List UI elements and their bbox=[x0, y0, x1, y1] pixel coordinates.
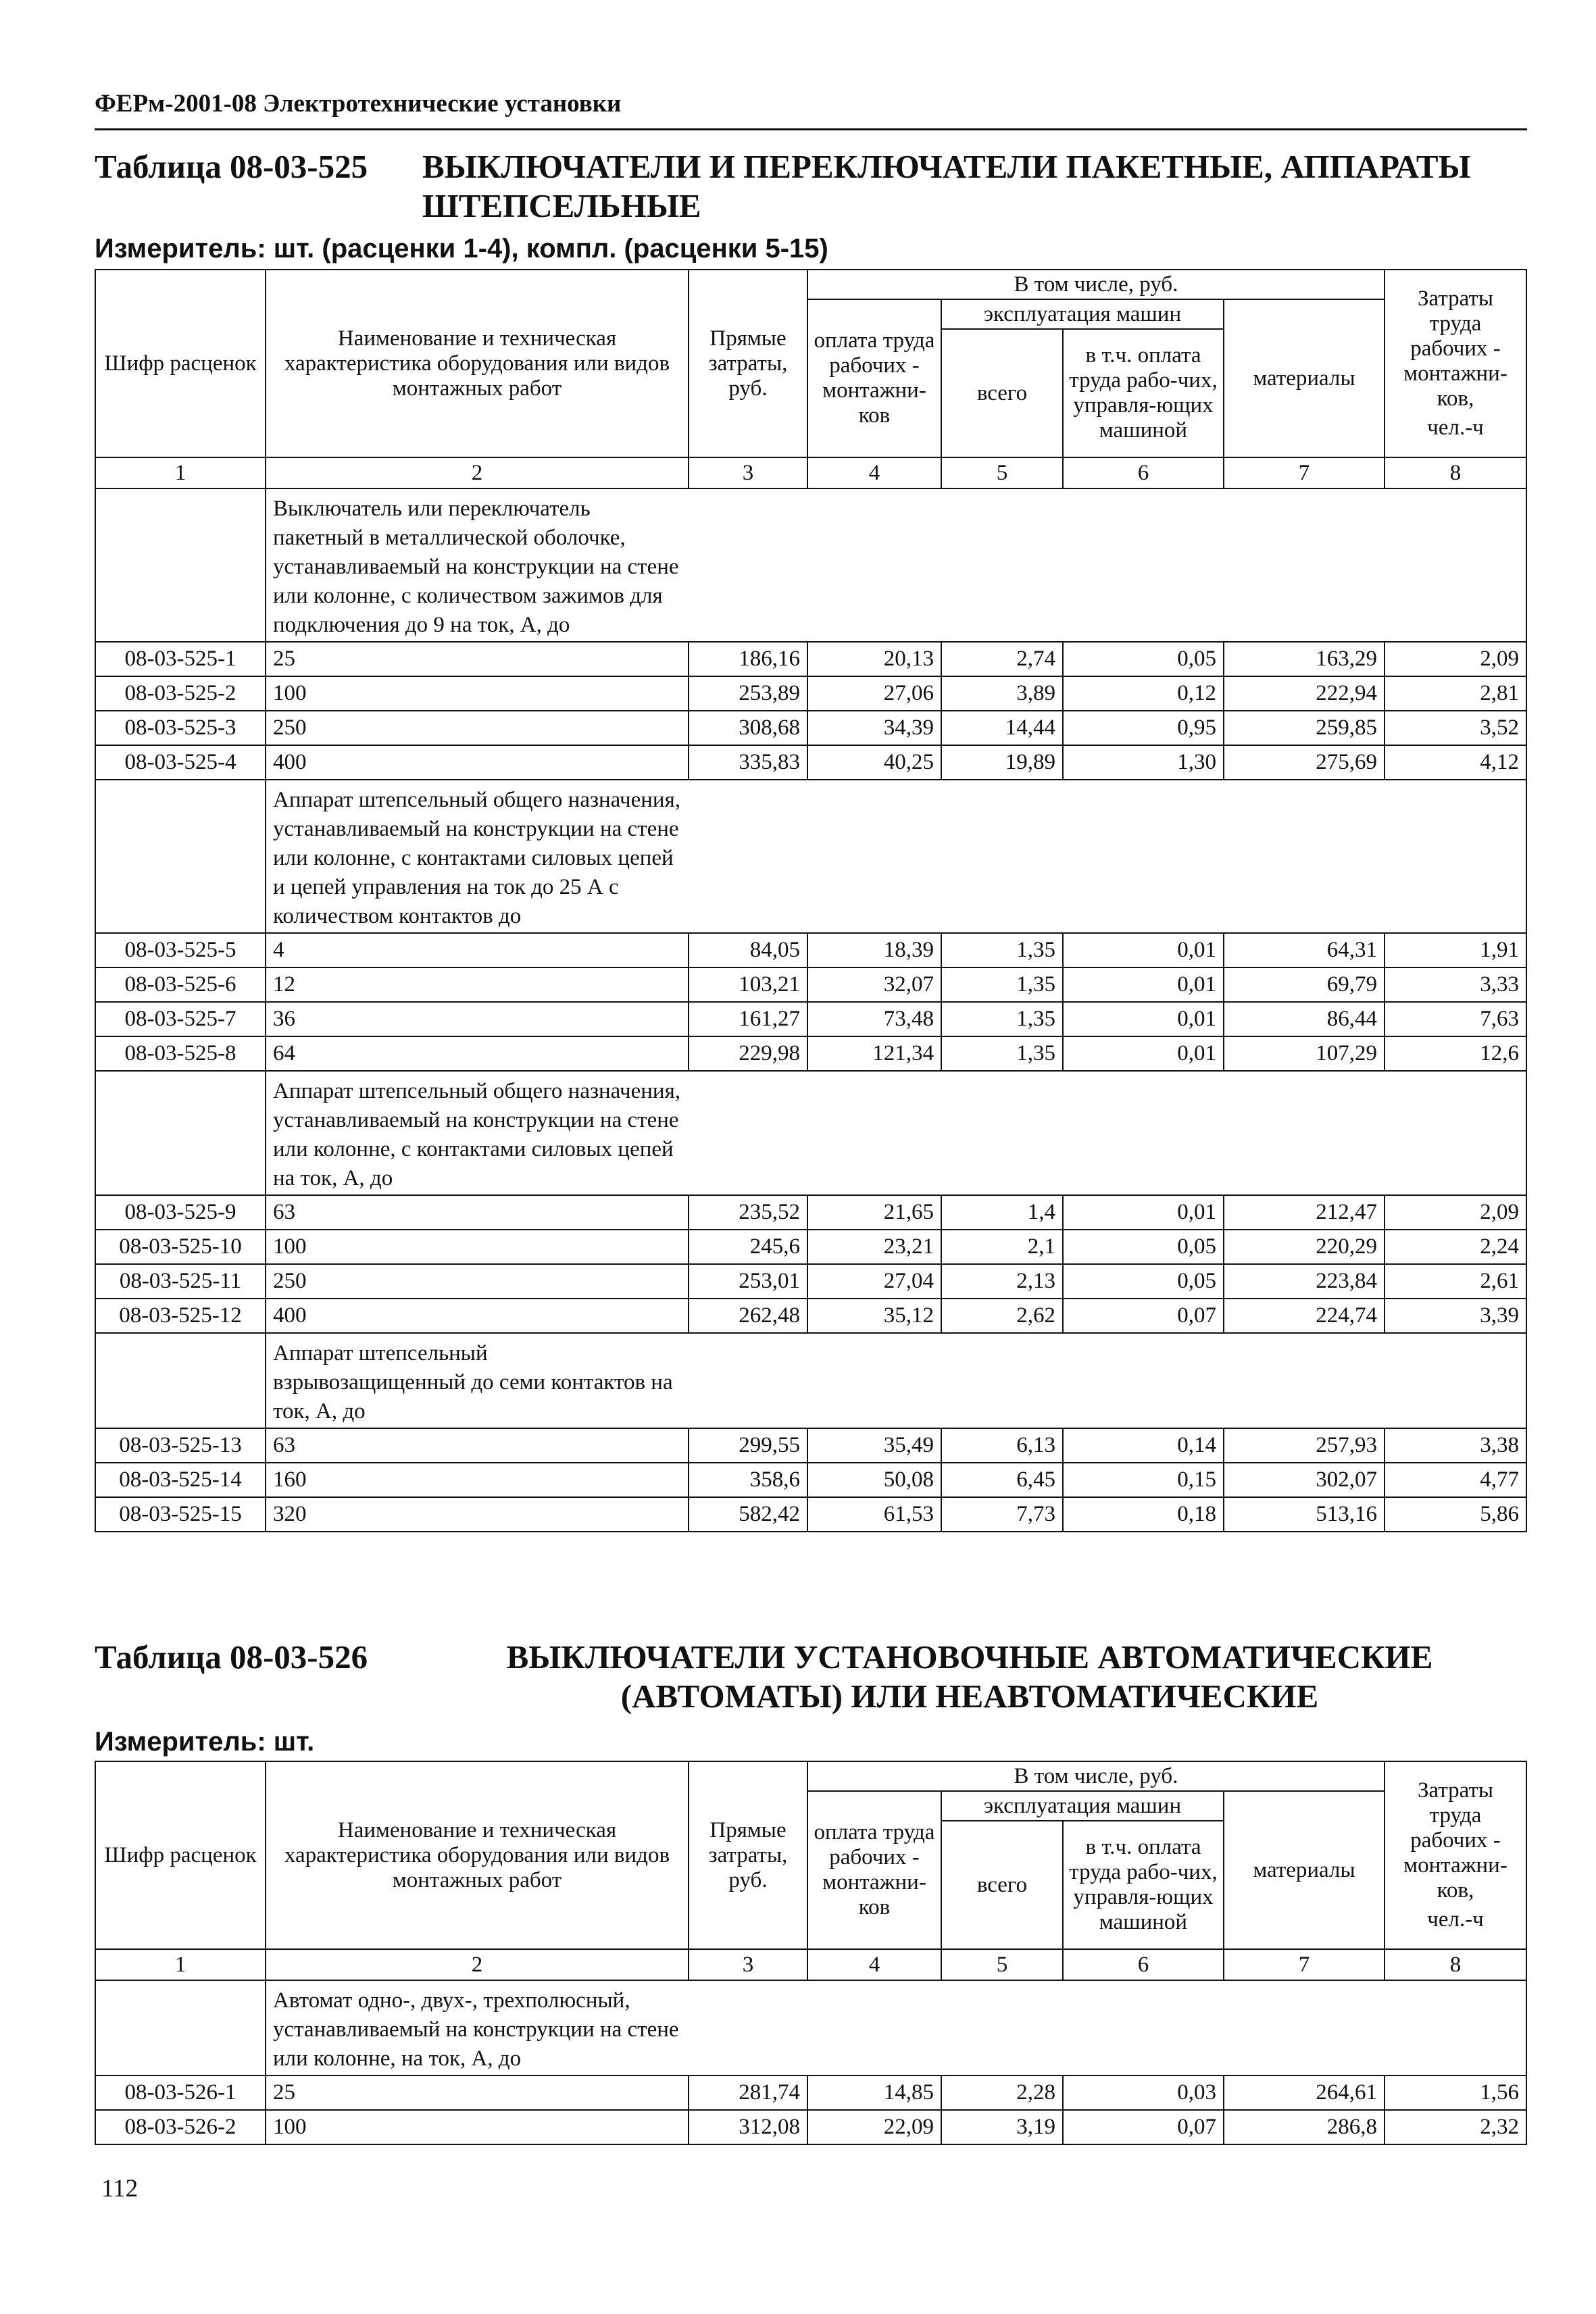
rate-parameter: 63 bbox=[266, 1428, 689, 1463]
column-header-machines: эксплуатация машин bbox=[941, 299, 1224, 329]
direct-costs: 229,98 bbox=[689, 1036, 807, 1071]
labor-hours: 2,61 bbox=[1385, 1264, 1526, 1299]
materials: 259,85 bbox=[1224, 711, 1385, 745]
column-number: 2 bbox=[266, 457, 689, 488]
table-heading-526 bbox=[95, 1638, 1517, 1716]
table-row bbox=[95, 2076, 1526, 2110]
materials: 64,31 bbox=[1224, 933, 1385, 967]
rate-parameter: 36 bbox=[266, 1002, 689, 1036]
machines-total: 2,13 bbox=[941, 1264, 1063, 1299]
group-description-row bbox=[95, 1980, 1526, 2076]
labor-pay: 35,12 bbox=[807, 1299, 941, 1333]
rate-parameter: 25 bbox=[266, 642, 689, 676]
header-row bbox=[95, 1761, 1526, 1791]
rate-parameter: 63 bbox=[266, 1195, 689, 1230]
column-number: 7 bbox=[1224, 1949, 1385, 1980]
rate-parameter: 400 bbox=[266, 745, 689, 780]
rate-code: 08-03-525-15 bbox=[95, 1497, 266, 1532]
group-description: Аппарат штепсельный общего назначения, устанавливаемый на конструкции на стене или колонне, с контактами силовых цепей и цепей управления на ток до 25 А с количеством контактов до bbox=[266, 780, 689, 933]
labor-pay: 50,08 bbox=[807, 1463, 941, 1497]
column-number: 6 bbox=[1063, 457, 1224, 488]
machines-total: 1,35 bbox=[941, 1036, 1063, 1071]
labor-hours: 4,77 bbox=[1385, 1463, 1526, 1497]
group-description: Выключатель или переключатель пакетный в металлической оболочке, устанавливаемый на конструкции на стене или колонне, с количеством зажимов для подключения до 9 на ток, А, до bbox=[266, 488, 689, 642]
rate-code: 08-03-525-13 bbox=[95, 1428, 266, 1463]
direct-costs: 245,6 bbox=[689, 1230, 807, 1264]
labor-pay: 61,53 bbox=[807, 1497, 941, 1532]
rate-code: 08-03-525-4 bbox=[95, 745, 266, 780]
table-heading-525 bbox=[95, 147, 1517, 226]
machine-operators-pay: 0,01 bbox=[1063, 1195, 1224, 1230]
direct-costs: 358,6 bbox=[689, 1463, 807, 1497]
machine-operators-pay: 0,18 bbox=[1063, 1497, 1224, 1532]
column-header-including: В том числе, руб. bbox=[807, 270, 1385, 299]
rate-code: 08-03-525-8 bbox=[95, 1036, 266, 1071]
column-number: 1 bbox=[95, 1949, 266, 1980]
direct-costs: 312,08 bbox=[689, 2110, 807, 2144]
group-code-cell bbox=[95, 780, 266, 933]
rate-code: 08-03-525-2 bbox=[95, 676, 266, 711]
rate-code: 08-03-525-7 bbox=[95, 1002, 266, 1036]
rate-parameter: 12 bbox=[266, 967, 689, 1002]
rate-parameter: 250 bbox=[266, 711, 689, 745]
column-header-labor-pay: оплата труда рабочих - монтажни-ков bbox=[807, 299, 941, 457]
rate-code: 08-03-525-1 bbox=[95, 642, 266, 676]
group-code-cell bbox=[95, 1071, 266, 1195]
materials: 86,44 bbox=[1224, 1002, 1385, 1036]
labor-pay: 27,06 bbox=[807, 676, 941, 711]
direct-costs: 582,42 bbox=[689, 1497, 807, 1532]
materials: 302,07 bbox=[1224, 1463, 1385, 1497]
rate-parameter: 100 bbox=[266, 676, 689, 711]
column-header-code: Шифр расценок bbox=[95, 1761, 266, 1949]
column-number-row bbox=[95, 1949, 1526, 1980]
column-header-labor-hours bbox=[1385, 270, 1526, 457]
column-number: 5 bbox=[941, 1949, 1063, 1980]
machine-operators-pay: 0,12 bbox=[1063, 676, 1224, 711]
machines-total: 19,89 bbox=[941, 745, 1063, 780]
labor-hours: 2,24 bbox=[1385, 1230, 1526, 1264]
table-row bbox=[95, 711, 1526, 745]
rate-code: 08-03-525-5 bbox=[95, 933, 266, 967]
table-title: ВЫКЛЮЧАТЕЛИ УСТАНОВОЧНЫЕ АВТОМАТИЧЕСКИЕ (АВТОМАТЫ) ИЛИ НЕАВТОМАТИЧЕСКИЕ bbox=[506, 1638, 1433, 1715]
machines-total: 1,4 bbox=[941, 1195, 1063, 1230]
direct-costs: 84,05 bbox=[689, 933, 807, 967]
column-number: 4 bbox=[807, 1949, 941, 1980]
header-row bbox=[95, 270, 1526, 299]
machine-operators-pay: 0,05 bbox=[1063, 1264, 1224, 1299]
machines-total: 1,35 bbox=[941, 967, 1063, 1002]
table-row bbox=[95, 967, 1526, 1002]
rate-parameter: 100 bbox=[266, 2110, 689, 2144]
group-description: Автомат одно-, двух-, трехполюсный, устанавливаемый на конструкции на стене или колонне, на ток, А, до bbox=[266, 1980, 689, 2076]
column-number: 8 bbox=[1385, 457, 1526, 488]
labor-hours: 2,09 bbox=[1385, 1195, 1526, 1230]
group-blank-cell bbox=[689, 1980, 1526, 2076]
rate-code: 08-03-525-3 bbox=[95, 711, 266, 745]
machine-operators-pay: 0,03 bbox=[1063, 2076, 1224, 2110]
labor-hours-unit: чел.-ч bbox=[1427, 416, 1484, 440]
machine-operators-pay: 0,07 bbox=[1063, 2110, 1224, 2144]
table-row bbox=[95, 1497, 1526, 1532]
column-number: 3 bbox=[689, 457, 807, 488]
direct-costs: 103,21 bbox=[689, 967, 807, 1002]
materials: 69,79 bbox=[1224, 967, 1385, 1002]
table-row bbox=[95, 1299, 1526, 1333]
machine-operators-pay: 0,07 bbox=[1063, 1299, 1224, 1333]
materials: 257,93 bbox=[1224, 1428, 1385, 1463]
table-row bbox=[95, 1463, 1526, 1497]
column-header-labor-hours bbox=[1385, 1761, 1526, 1949]
direct-costs: 281,74 bbox=[689, 2076, 807, 2110]
rate-parameter: 4 bbox=[266, 933, 689, 967]
table-row bbox=[95, 745, 1526, 780]
column-header-labor-pay: оплата труда рабочих - монтажни-ков bbox=[807, 1791, 941, 1949]
column-header-direct-costs: Прямые затраты, руб. bbox=[689, 270, 807, 457]
labor-hours: 2,09 bbox=[1385, 642, 1526, 676]
table-row bbox=[95, 933, 1526, 967]
labor-hours: 2,32 bbox=[1385, 2110, 1526, 2144]
labor-hours: 4,12 bbox=[1385, 745, 1526, 780]
measure-unit: Измеритель: шт. (расценки 1-4), компл. (расценки 5-15) bbox=[95, 234, 828, 263]
table-row bbox=[95, 1428, 1526, 1463]
machines-total: 6,13 bbox=[941, 1428, 1063, 1463]
labor-pay: 27,04 bbox=[807, 1264, 941, 1299]
rate-code: 08-03-526-1 bbox=[95, 2076, 266, 2110]
direct-costs: 262,48 bbox=[689, 1299, 807, 1333]
labor-pay: 121,34 bbox=[807, 1036, 941, 1071]
table-row bbox=[95, 676, 1526, 711]
direct-costs: 235,52 bbox=[689, 1195, 807, 1230]
rate-parameter: 160 bbox=[266, 1463, 689, 1497]
table-number: Таблица 08-03-526 bbox=[95, 1638, 368, 1676]
labor-pay: 22,09 bbox=[807, 2110, 941, 2144]
labor-hours-unit: чел.-ч bbox=[1427, 1907, 1484, 1932]
column-header-direct-costs: Прямые затраты, руб. bbox=[689, 1761, 807, 1949]
group-description: Аппарат штепсельный взрывозащищенный до семи контактов на ток, А, до bbox=[266, 1333, 689, 1428]
materials: 264,61 bbox=[1224, 2076, 1385, 2110]
rate-code: 08-03-525-10 bbox=[95, 1230, 266, 1264]
measure-unit: Измеритель: шт. bbox=[95, 1727, 315, 1757]
column-number: 5 bbox=[941, 457, 1063, 488]
materials: 286,8 bbox=[1224, 2110, 1385, 2144]
column-header-machines-total: всего bbox=[941, 329, 1063, 457]
group-description-row bbox=[95, 780, 1526, 933]
rate-parameter: 320 bbox=[266, 1497, 689, 1532]
labor-hours: 5,86 bbox=[1385, 1497, 1526, 1532]
machine-operators-pay: 0,15 bbox=[1063, 1463, 1224, 1497]
machine-operators-pay: 0,14 bbox=[1063, 1428, 1224, 1463]
labor-hours: 2,81 bbox=[1385, 676, 1526, 711]
labor-hours-label: Затраты труда рабочих - монтажни-ков, bbox=[1403, 1778, 1507, 1903]
rate-parameter: 25 bbox=[266, 2076, 689, 2110]
group-blank-cell bbox=[689, 1071, 1526, 1195]
machines-total: 2,74 bbox=[941, 642, 1063, 676]
rate-parameter: 100 bbox=[266, 1230, 689, 1264]
group-blank-cell bbox=[689, 780, 1526, 933]
machine-operators-pay: 0,01 bbox=[1063, 967, 1224, 1002]
rate-code: 08-03-525-11 bbox=[95, 1264, 266, 1299]
direct-costs: 299,55 bbox=[689, 1428, 807, 1463]
direct-costs: 186,16 bbox=[689, 642, 807, 676]
labor-hours: 3,38 bbox=[1385, 1428, 1526, 1463]
rates-table bbox=[95, 1761, 1527, 2145]
group-description: Аппарат штепсельный общего назначения, устанавливаемый на конструкции на стене или колонне, с контактами силовых цепей на ток, А, до bbox=[266, 1071, 689, 1195]
labor-pay: 73,48 bbox=[807, 1002, 941, 1036]
column-header-materials: материалы bbox=[1224, 299, 1385, 457]
table-row bbox=[95, 1036, 1526, 1071]
group-blank-cell bbox=[689, 1333, 1526, 1428]
labor-pay: 20,13 bbox=[807, 642, 941, 676]
machines-total: 14,44 bbox=[941, 711, 1063, 745]
labor-pay: 23,21 bbox=[807, 1230, 941, 1264]
rate-code: 08-03-525-12 bbox=[95, 1299, 266, 1333]
table-number: Таблица 08-03-525 bbox=[95, 148, 368, 185]
rate-parameter: 400 bbox=[266, 1299, 689, 1333]
labor-pay: 34,39 bbox=[807, 711, 941, 745]
column-number: 4 bbox=[807, 457, 941, 488]
labor-pay: 18,39 bbox=[807, 933, 941, 967]
machine-operators-pay: 0,95 bbox=[1063, 711, 1224, 745]
machine-operators-pay: 0,01 bbox=[1063, 1002, 1224, 1036]
group-code-cell bbox=[95, 488, 266, 642]
running-header: ФЕРм-2001-08 Электротехнические установки bbox=[95, 90, 622, 118]
materials: 220,29 bbox=[1224, 1230, 1385, 1264]
labor-pay: 32,07 bbox=[807, 967, 941, 1002]
column-header-materials: материалы bbox=[1224, 1791, 1385, 1949]
group-blank-cell bbox=[689, 488, 1526, 642]
labor-hours-label: Затраты труда рабочих - монтажни-ков, bbox=[1403, 286, 1507, 411]
labor-pay: 40,25 bbox=[807, 745, 941, 780]
machines-total: 2,1 bbox=[941, 1230, 1063, 1264]
rate-parameter: 250 bbox=[266, 1264, 689, 1299]
column-header-machine-operators-pay: в т.ч. оплата труда рабо-чих, управля-ющих машиной bbox=[1063, 1821, 1224, 1949]
table-row bbox=[95, 642, 1526, 676]
table-title: ВЫКЛЮЧАТЕЛИ И ПЕРЕКЛЮЧАТЕЛИ ПАКЕТНЫЕ, АППАРАТЫ ШТЕПСЕЛЬНЫЕ bbox=[422, 148, 1471, 224]
machine-operators-pay: 1,30 bbox=[1063, 745, 1224, 780]
labor-hours: 12,6 bbox=[1385, 1036, 1526, 1071]
rates-table bbox=[95, 269, 1527, 1532]
column-header-name: Наименование и техническая характеристика оборудования или видов монтажных работ bbox=[266, 270, 689, 457]
labor-hours: 3,52 bbox=[1385, 711, 1526, 745]
materials: 275,69 bbox=[1224, 745, 1385, 780]
column-header-machines: эксплуатация машин bbox=[941, 1791, 1224, 1821]
machine-operators-pay: 0,05 bbox=[1063, 1230, 1224, 1264]
rate-code: 08-03-525-6 bbox=[95, 967, 266, 1002]
labor-hours: 3,39 bbox=[1385, 1299, 1526, 1333]
labor-hours: 7,63 bbox=[1385, 1002, 1526, 1036]
labor-pay: 21,65 bbox=[807, 1195, 941, 1230]
materials: 222,94 bbox=[1224, 676, 1385, 711]
direct-costs: 253,01 bbox=[689, 1264, 807, 1299]
direct-costs: 308,68 bbox=[689, 711, 807, 745]
column-number: 8 bbox=[1385, 1949, 1526, 1980]
machines-total: 6,45 bbox=[941, 1463, 1063, 1497]
column-number: 3 bbox=[689, 1949, 807, 1980]
rate-code: 08-03-525-9 bbox=[95, 1195, 266, 1230]
header-rule bbox=[95, 128, 1527, 130]
column-number: 7 bbox=[1224, 457, 1385, 488]
machines-total: 1,35 bbox=[941, 1002, 1063, 1036]
table-row bbox=[95, 1195, 1526, 1230]
table-row bbox=[95, 2110, 1526, 2144]
machines-total: 3,19 bbox=[941, 2110, 1063, 2144]
materials: 513,16 bbox=[1224, 1497, 1385, 1532]
group-description-row bbox=[95, 1333, 1526, 1428]
materials: 212,47 bbox=[1224, 1195, 1385, 1230]
direct-costs: 335,83 bbox=[689, 745, 807, 780]
column-header-machine-operators-pay: в т.ч. оплата труда рабо-чих, управля-ющих машиной bbox=[1063, 329, 1224, 457]
materials: 224,74 bbox=[1224, 1299, 1385, 1333]
materials: 223,84 bbox=[1224, 1264, 1385, 1299]
column-number: 6 bbox=[1063, 1949, 1224, 1980]
group-description-row bbox=[95, 488, 1526, 642]
rate-parameter: 64 bbox=[266, 1036, 689, 1071]
column-header-name: Наименование и техническая характеристика оборудования или видов монтажных работ bbox=[266, 1761, 689, 1949]
labor-pay: 14,85 bbox=[807, 2076, 941, 2110]
column-number-row bbox=[95, 457, 1526, 488]
rate-code: 08-03-526-2 bbox=[95, 2110, 266, 2144]
column-number: 1 bbox=[95, 457, 266, 488]
machines-total: 1,35 bbox=[941, 933, 1063, 967]
rate-code: 08-03-525-14 bbox=[95, 1463, 266, 1497]
table-row bbox=[95, 1230, 1526, 1264]
machines-total: 2,62 bbox=[941, 1299, 1063, 1333]
column-header-including: В том числе, руб. bbox=[807, 1761, 1385, 1791]
materials: 163,29 bbox=[1224, 642, 1385, 676]
column-number: 2 bbox=[266, 1949, 689, 1980]
labor-pay: 35,49 bbox=[807, 1428, 941, 1463]
machines-total: 3,89 bbox=[941, 676, 1063, 711]
labor-hours: 1,56 bbox=[1385, 2076, 1526, 2110]
machines-total: 2,28 bbox=[941, 2076, 1063, 2110]
direct-costs: 161,27 bbox=[689, 1002, 807, 1036]
machine-operators-pay: 0,01 bbox=[1063, 933, 1224, 967]
direct-costs: 253,89 bbox=[689, 676, 807, 711]
page-number: 112 bbox=[101, 2175, 139, 2203]
labor-hours: 1,91 bbox=[1385, 933, 1526, 967]
column-header-code: Шифр расценок bbox=[95, 270, 266, 457]
machine-operators-pay: 0,01 bbox=[1063, 1036, 1224, 1071]
machine-operators-pay: 0,05 bbox=[1063, 642, 1224, 676]
machines-total: 7,73 bbox=[941, 1497, 1063, 1532]
group-code-cell bbox=[95, 1333, 266, 1428]
group-description-row bbox=[95, 1071, 1526, 1195]
table-row bbox=[95, 1264, 1526, 1299]
labor-hours: 3,33 bbox=[1385, 967, 1526, 1002]
column-header-machines-total: всего bbox=[941, 1821, 1063, 1949]
table-row bbox=[95, 1002, 1526, 1036]
group-code-cell bbox=[95, 1980, 266, 2076]
materials: 107,29 bbox=[1224, 1036, 1385, 1071]
